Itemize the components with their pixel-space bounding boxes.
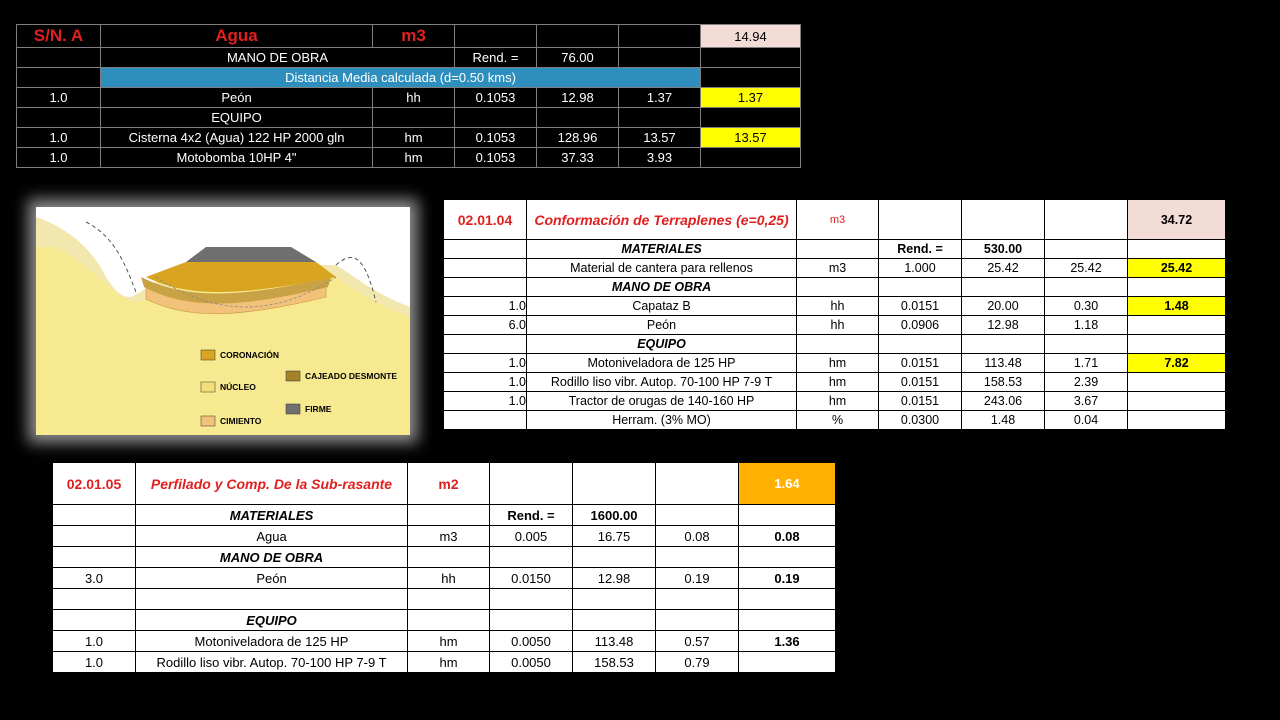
legend-firme: FIRME [305,404,332,414]
table-row [444,297,1226,316]
table-row [17,148,801,168]
coefficient: 0.1053 [455,88,537,108]
table-header-row [17,25,801,48]
table-agua [16,24,801,168]
item-code: S/N. A [17,25,101,48]
partial: 1.18 [1045,316,1128,335]
qty: 1.0 [17,128,101,148]
unit: hm [797,354,879,373]
item-description: Perfilado y Comp. De la Sub-rasante [136,463,408,505]
description: Herram. (3% MO) [527,411,797,430]
price: 16.75 [573,526,656,547]
table-row [17,128,801,148]
partial: 0.08 [656,526,739,547]
legend-nucleo: NÚCLEO [220,382,256,392]
description: Motobomba 10HP 4" [101,148,373,168]
table-row [53,631,836,652]
price: 12.98 [962,316,1045,335]
section-row [17,48,801,68]
description: Peón [101,88,373,108]
qty: 1.0 [53,652,136,673]
unit: hm [373,128,455,148]
section-label: MATERIALES [136,505,408,526]
coefficient: 0.0151 [879,354,962,373]
item-code: 02.01.05 [53,463,136,505]
unit: m3 [408,526,490,547]
coefficient: 0.1053 [455,128,537,148]
description: Capataz B [527,297,797,316]
section-label: EQUIPO [136,610,408,631]
coefficient: 0.0151 [879,297,962,316]
section-row [444,240,1226,259]
qty: 1.0 [444,373,527,392]
table-row [444,392,1226,411]
rend-value: 530.00 [962,240,1045,259]
price: 1.48 [962,411,1045,430]
coefficient: 0.0050 [490,652,573,673]
partial: 3.93 [619,148,701,168]
item-description: Conformación de Terraplenes (e=0,25) [527,200,797,240]
rend-label: Rend. = [879,240,962,259]
qty: 3.0 [53,568,136,589]
description: Peón [527,316,797,335]
unit: hm [408,652,490,673]
table-row [444,354,1226,373]
price: 12.98 [573,568,656,589]
table-terraplenes [443,199,1226,430]
table-row [444,316,1226,335]
unit: hh [373,88,455,108]
partial: 2.39 [1045,373,1128,392]
qty: 1.0 [17,148,101,168]
section-row [444,278,1226,297]
description: Cisterna 4x2 (Agua) 122 HP 2000 gln [101,128,373,148]
item-code: 02.01.04 [444,200,527,240]
unit: hh [797,297,879,316]
description: Rodillo liso vibr. Autop. 70-100 HP 7-9 T [136,652,408,673]
partial: 0.57 [656,631,739,652]
coefficient: 1.000 [879,259,962,278]
section-label: EQUIPO [101,108,373,128]
coefficient: 0.0151 [879,373,962,392]
coefficient: 0.0150 [490,568,573,589]
coefficient: 0.005 [490,526,573,547]
price: 128.96 [537,128,619,148]
table-row [17,88,801,108]
description: Agua [136,526,408,547]
legend-coronacion: CORONACIÓN [220,350,280,360]
partial: 0.30 [1045,297,1128,316]
qty [444,411,527,430]
partial: 1.71 [1045,354,1128,373]
description: Motoniveladora de 125 HP [136,631,408,652]
section-row [53,505,836,526]
section-label: MANO DE OBRA [101,48,455,68]
description: Material de cantera para rellenos [527,259,797,278]
description: Rodillo liso vibr. Autop. 70-100 HP 7-9 T [527,373,797,392]
coefficient: 0.1053 [455,148,537,168]
partial: 0.79 [656,652,739,673]
item-unit: m3 [373,25,455,48]
section-label: EQUIPO [527,335,797,354]
coefficient: 0.0050 [490,631,573,652]
item-unit: m2 [408,463,490,505]
table-perfilado [52,462,836,673]
item-total: 1.64 [739,463,836,505]
unit: hm [797,392,879,411]
table-row [444,259,1226,278]
coefficient: 0.0300 [879,411,962,430]
subtotal: 25.42 [1128,259,1226,278]
description: Tractor de orugas de 140-160 HP [527,392,797,411]
description: Peón [136,568,408,589]
table-header-row [53,463,836,505]
table-row [53,568,836,589]
section-label: MANO DE OBRA [136,547,408,568]
price: 158.53 [573,652,656,673]
partial: 13.57 [619,128,701,148]
subtotal: 0.19 [739,568,836,589]
item-total: 34.72 [1128,200,1226,240]
section-label: MANO DE OBRA [527,278,797,297]
table-header-row [444,200,1226,240]
rend-label: Rend. = [490,505,573,526]
price: 243.06 [962,392,1045,411]
unit: m3 [797,259,879,278]
unit: hm [373,148,455,168]
qty: 6.0 [444,316,527,335]
subtotal: 13.57 [701,128,801,148]
subtotal: 1.36 [739,631,836,652]
rend-value: 1600.00 [573,505,656,526]
distance-label: Distancia Media calculada (d=0.50 kms) [101,68,701,88]
partial: 1.37 [619,88,701,108]
qty: 1.0 [17,88,101,108]
rend-label: Rend. = [455,48,537,68]
table-row [444,411,1226,430]
price: 12.98 [537,88,619,108]
subtotal: 0.08 [739,526,836,547]
qty [53,526,136,547]
unit: % [797,411,879,430]
unit: hm [797,373,879,392]
qty: 1.0 [444,297,527,316]
legend-cajeado: CAJEADO DESMONTE [305,371,398,381]
partial: 3.67 [1045,392,1128,411]
item-unit: m3 [797,200,879,240]
unit: hm [408,631,490,652]
subtotal: 7.82 [1128,354,1226,373]
qty: 1.0 [444,392,527,411]
partial: 0.04 [1045,411,1128,430]
item-total: 14.94 [701,25,801,48]
price: 158.53 [962,373,1045,392]
item-description: Agua [101,25,373,48]
partial: 25.42 [1045,259,1128,278]
table-row [53,526,836,547]
subtotal: 1.37 [701,88,801,108]
section-row [53,610,836,631]
qty: 1.0 [53,631,136,652]
distance-row [17,68,801,88]
price: 37.33 [537,148,619,168]
price: 25.42 [962,259,1045,278]
legend-cimiento: CIMIENTO [220,416,262,426]
table-row [53,652,836,673]
section-row [444,335,1226,354]
qty: 1.0 [444,354,527,373]
price: 20.00 [962,297,1045,316]
price: 113.48 [573,631,656,652]
coefficient: 0.0906 [879,316,962,335]
embankment-diagram [36,207,410,435]
section-row [53,547,836,568]
embankment-cross-section [36,207,410,435]
table-row [444,373,1226,392]
coefficient: 0.0151 [879,392,962,411]
rend-value: 76.00 [537,48,619,68]
partial: 0.19 [656,568,739,589]
section-label: MATERIALES [527,240,797,259]
blank-row [53,589,836,610]
unit: hh [797,316,879,335]
price: 113.48 [962,354,1045,373]
description: Motoniveladora de 125 HP [527,354,797,373]
unit: hh [408,568,490,589]
section-row [17,108,801,128]
qty [444,259,527,278]
subtotal: 1.48 [1128,297,1226,316]
